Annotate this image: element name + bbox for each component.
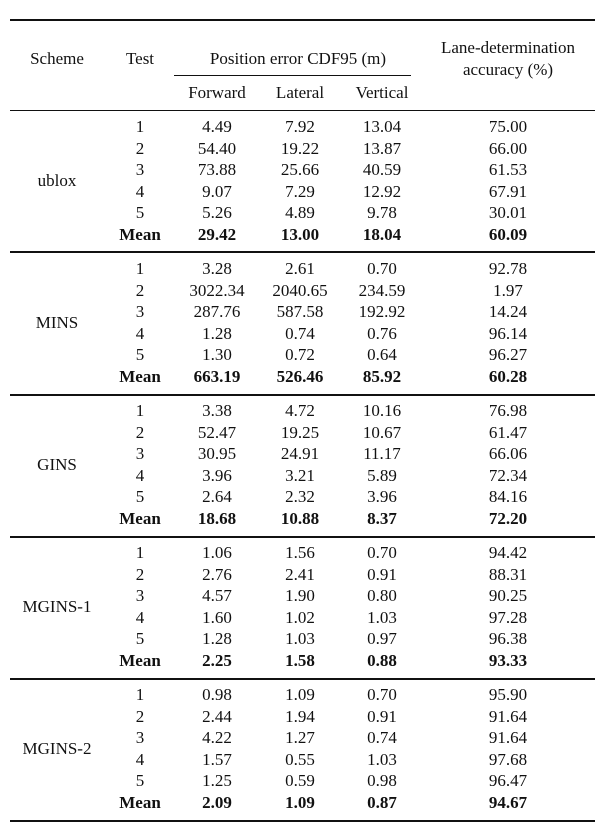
mean-forward-cell: 2.09 xyxy=(202,793,232,812)
mean-lateral-cell: 10.88 xyxy=(280,509,320,528)
lateral-cell: 19.25 xyxy=(280,422,320,442)
lane-cell: 97.68 xyxy=(488,749,528,769)
lateral-cell: 0.59 xyxy=(285,771,315,791)
vertical-cell: 11.17 xyxy=(363,444,401,464)
test-cell: 5 xyxy=(135,203,145,223)
lane-cell: 96.14 xyxy=(488,323,528,343)
test-cell: 2 xyxy=(135,138,145,158)
lateral-cell: 1.90 xyxy=(285,586,315,606)
test-cell: 2 xyxy=(135,564,145,584)
forward-cell: 1.06 xyxy=(202,543,232,562)
header-scheme: Scheme xyxy=(30,49,84,68)
lateral-cell: 2.32 xyxy=(285,487,315,507)
scheme-label: MINS xyxy=(35,313,79,332)
forward-cell: 3022.34 xyxy=(189,280,245,300)
mean-lateral-cell: 526.46 xyxy=(276,367,324,386)
header-lane-line1: Lane-determination xyxy=(440,38,576,57)
vertical-cell: 0.70 xyxy=(367,259,397,278)
lane-cell: 61.47 xyxy=(488,422,528,442)
group-separator-rule xyxy=(10,678,595,680)
lane-cell: 84.16 xyxy=(488,487,528,507)
lateral-cell: 1.56 xyxy=(285,543,315,562)
vertical-cell: 13.04 xyxy=(362,117,402,136)
lane-cell: 96.38 xyxy=(488,629,528,649)
test-cell: 3 xyxy=(135,586,145,606)
forward-cell: 4.49 xyxy=(202,117,232,136)
lateral-cell: 1.27 xyxy=(285,728,315,748)
scheme-label: MGINS-1 xyxy=(22,597,92,616)
forward-cell: 1.28 xyxy=(202,323,232,343)
test-cell: 2 xyxy=(135,280,145,300)
header-bottom-rule xyxy=(10,110,595,111)
test-cell: 5 xyxy=(135,771,145,791)
vertical-cell: 1.03 xyxy=(367,749,397,769)
lateral-cell: 1.94 xyxy=(285,706,315,726)
test-cell: 3 xyxy=(135,728,145,748)
lateral-cell: 2.61 xyxy=(285,259,315,278)
forward-cell: 287.76 xyxy=(193,302,241,322)
test-cell: 1 xyxy=(135,401,145,420)
mean-forward-cell: 18.68 xyxy=(197,509,237,528)
lane-cell: 76.98 xyxy=(488,401,528,420)
test-cell: 5 xyxy=(135,629,145,649)
forward-cell: 9.07 xyxy=(202,181,232,201)
lane-cell: 96.27 xyxy=(488,345,528,365)
lateral-cell: 2040.65 xyxy=(272,280,328,300)
vertical-cell: 1.03 xyxy=(367,607,397,627)
forward-cell: 2.76 xyxy=(202,564,232,584)
mean-vertical-cell: 18.04 xyxy=(362,225,402,244)
forward-cell: 0.98 xyxy=(202,685,232,704)
vertical-cell: 0.76 xyxy=(367,323,397,343)
test-cell: 4 xyxy=(135,607,145,627)
forward-cell: 73.88 xyxy=(197,160,237,180)
lateral-cell: 1.03 xyxy=(285,629,315,649)
test-cell: 1 xyxy=(135,259,145,278)
forward-cell: 3.28 xyxy=(202,259,232,278)
vertical-cell: 13.87 xyxy=(362,138,402,158)
forward-cell: 4.22 xyxy=(202,728,232,748)
mean-vertical-cell: 85.92 xyxy=(362,367,402,386)
lateral-cell: 2.41 xyxy=(285,564,315,584)
lane-cell: 72.34 xyxy=(488,465,528,485)
test-cell: 4 xyxy=(135,749,145,769)
group-separator-rule xyxy=(10,536,595,538)
header-position-error-underline xyxy=(174,75,411,76)
vertical-cell: 10.16 xyxy=(362,401,402,420)
lane-cell: 67.91 xyxy=(488,181,528,201)
lane-cell: 97.28 xyxy=(488,607,528,627)
mean-test-cell: Mean xyxy=(119,509,161,528)
test-cell: 1 xyxy=(135,117,145,136)
lane-cell: 90.25 xyxy=(488,586,528,606)
test-cell: 5 xyxy=(135,345,145,365)
lane-cell: 61.53 xyxy=(488,160,528,180)
lane-cell: 92.78 xyxy=(488,259,528,278)
lane-cell: 96.47 xyxy=(488,771,528,791)
lane-cell: 91.64 xyxy=(488,728,528,748)
lane-cell: 14.24 xyxy=(488,302,528,322)
vertical-cell: 0.91 xyxy=(367,564,397,584)
test-cell: 1 xyxy=(135,685,145,704)
forward-cell: 3.38 xyxy=(202,401,232,420)
lateral-cell: 3.21 xyxy=(285,465,315,485)
forward-cell: 4.57 xyxy=(202,586,232,606)
mean-lane-cell: 93.33 xyxy=(488,651,528,670)
test-cell: 4 xyxy=(135,323,145,343)
mean-lane-cell: 60.28 xyxy=(488,367,528,386)
lane-cell: 1.97 xyxy=(493,280,523,300)
lateral-cell: 0.72 xyxy=(285,345,315,365)
vertical-cell: 0.80 xyxy=(367,586,397,606)
header-test: Test xyxy=(125,49,155,68)
lateral-cell: 24.91 xyxy=(280,444,320,464)
lane-cell: 95.90 xyxy=(488,685,528,704)
mean-lateral-cell: 13.00 xyxy=(280,225,320,244)
header-vertical: Vertical xyxy=(355,83,409,102)
vertical-cell: 12.92 xyxy=(362,181,402,201)
forward-cell: 2.44 xyxy=(202,706,232,726)
forward-cell: 3.96 xyxy=(202,465,232,485)
mean-vertical-cell: 0.87 xyxy=(367,793,397,812)
scheme-label: ublox xyxy=(37,171,77,190)
forward-cell: 30.95 xyxy=(197,444,237,464)
vertical-cell: 0.97 xyxy=(367,629,397,649)
vertical-cell: 0.70 xyxy=(367,685,397,704)
lateral-cell: 4.72 xyxy=(285,401,315,420)
lateral-cell: 587.58 xyxy=(276,302,324,322)
header-lane-line2: accuracy (%) xyxy=(462,60,554,79)
lane-cell: 91.64 xyxy=(488,706,528,726)
mean-lane-cell: 94.67 xyxy=(488,793,528,812)
test-cell: 1 xyxy=(135,543,145,562)
vertical-cell: 40.59 xyxy=(362,160,402,180)
lane-cell: 66.06 xyxy=(488,444,528,464)
group-separator-rule xyxy=(10,394,595,396)
table-bottom-rule xyxy=(10,820,595,822)
test-cell: 4 xyxy=(135,181,145,201)
test-cell: 3 xyxy=(135,302,145,322)
test-cell: 3 xyxy=(135,444,145,464)
lateral-cell: 19.22 xyxy=(280,138,320,158)
forward-cell: 1.60 xyxy=(202,607,232,627)
scheme-label: MGINS-2 xyxy=(22,739,92,758)
scheme-label: GINS xyxy=(37,455,77,474)
lane-cell: 66.00 xyxy=(488,138,528,158)
test-cell: 2 xyxy=(135,706,145,726)
mean-test-cell: Mean xyxy=(119,651,161,670)
mean-vertical-cell: 0.88 xyxy=(367,651,397,670)
forward-cell: 1.25 xyxy=(202,771,232,791)
lane-cell: 30.01 xyxy=(488,203,528,223)
vertical-cell: 0.98 xyxy=(367,771,397,791)
mean-test-cell: Mean xyxy=(119,793,161,812)
mean-test-cell: Mean xyxy=(119,225,161,244)
lateral-cell: 25.66 xyxy=(280,160,320,180)
lane-cell: 88.31 xyxy=(488,564,528,584)
forward-cell: 54.40 xyxy=(197,138,237,158)
forward-cell: 1.57 xyxy=(202,749,232,769)
forward-cell: 5.26 xyxy=(202,203,232,223)
vertical-cell: 0.70 xyxy=(367,543,397,562)
table-top-rule xyxy=(10,19,595,21)
vertical-cell: 192.92 xyxy=(358,302,406,322)
lateral-cell: 4.89 xyxy=(285,203,315,223)
group-separator-rule xyxy=(10,251,595,253)
vertical-cell: 0.74 xyxy=(367,728,397,748)
vertical-cell: 10.67 xyxy=(362,422,402,442)
lateral-cell: 0.55 xyxy=(285,749,315,769)
vertical-cell: 5.89 xyxy=(367,465,397,485)
vertical-cell: 0.91 xyxy=(367,706,397,726)
forward-cell: 1.30 xyxy=(202,345,232,365)
mean-test-cell: Mean xyxy=(119,367,161,386)
mean-forward-cell: 2.25 xyxy=(202,651,232,670)
vertical-cell: 3.96 xyxy=(367,487,397,507)
forward-cell: 52.47 xyxy=(197,422,237,442)
test-cell: 4 xyxy=(135,465,145,485)
mean-forward-cell: 663.19 xyxy=(193,367,241,386)
forward-cell: 1.28 xyxy=(202,629,232,649)
lateral-cell: 7.29 xyxy=(285,181,315,201)
header-forward: Forward xyxy=(188,83,246,102)
lateral-cell: 1.02 xyxy=(285,607,315,627)
lateral-cell: 0.74 xyxy=(285,323,315,343)
vertical-cell: 9.78 xyxy=(367,203,397,223)
vertical-cell: 0.64 xyxy=(367,345,397,365)
header-lateral: Lateral xyxy=(275,83,325,102)
vertical-cell: 234.59 xyxy=(358,280,406,300)
forward-cell: 2.64 xyxy=(202,487,232,507)
lateral-cell: 7.92 xyxy=(285,117,315,136)
lateral-cell: 1.09 xyxy=(285,685,315,704)
mean-lane-cell: 72.20 xyxy=(488,509,528,528)
test-cell: 5 xyxy=(135,487,145,507)
test-cell: 2 xyxy=(135,422,145,442)
mean-lateral-cell: 1.09 xyxy=(285,793,315,812)
test-cell: 3 xyxy=(135,160,145,180)
header-position-error: Position error CDF95 (m) xyxy=(209,49,387,68)
lane-cell: 75.00 xyxy=(488,117,528,136)
lane-cell: 94.42 xyxy=(488,543,528,562)
mean-vertical-cell: 8.37 xyxy=(367,509,397,528)
mean-forward-cell: 29.42 xyxy=(197,225,237,244)
mean-lateral-cell: 1.58 xyxy=(285,651,315,670)
mean-lane-cell: 60.09 xyxy=(488,225,528,244)
